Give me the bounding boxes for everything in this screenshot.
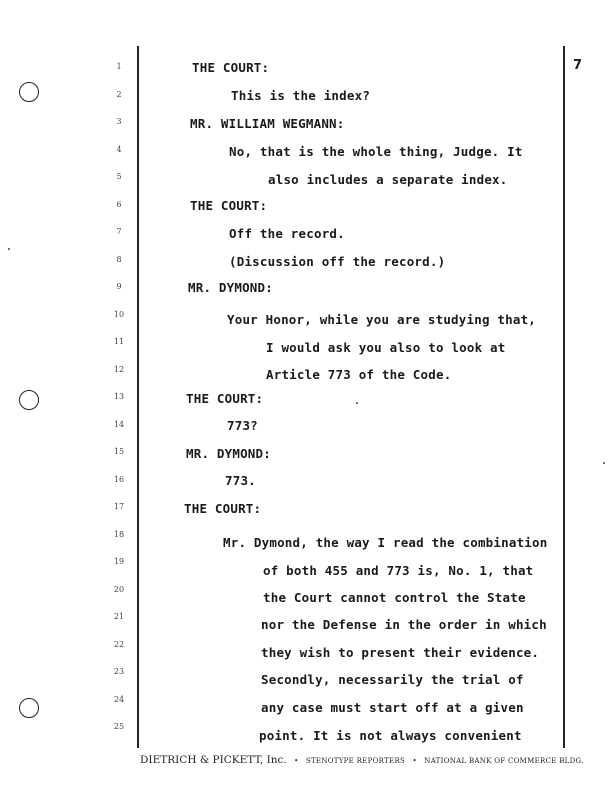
transcript-line: 773. (225, 473, 256, 488)
line-number: 16 (113, 475, 125, 484)
scan-speck (8, 248, 10, 250)
line-number: 9 (116, 282, 122, 291)
speaker-line: MR. DYMOND: (186, 446, 271, 461)
line-number: 21 (113, 612, 125, 621)
reporter-footer (140, 754, 584, 766)
line-number: 8 (116, 255, 122, 264)
binder-hole-top (19, 82, 39, 102)
footer-bullet: • (412, 757, 417, 765)
transcript-line: No, that is the whole thing, Judge. It (229, 144, 523, 159)
right-margin-rule (563, 46, 565, 748)
line-number: 20 (113, 585, 125, 594)
scan-speck (356, 402, 358, 404)
transcript-line: Off the record. (229, 226, 345, 241)
speaker-line: THE COURT: (186, 391, 264, 406)
transcript-line: the Court cannot control the State (263, 590, 526, 605)
transcript-line: Your Honor, while you are studying that, (227, 312, 537, 327)
transcript-line: Mr. Dymond, the way I read the combination (223, 535, 548, 550)
line-number: 1 (116, 62, 122, 71)
footer-location: NATIONAL BANK OF COMMERCE BLDG. (424, 757, 584, 765)
transcript-line: Secondly, necessarily the trial of (261, 672, 524, 687)
transcript-line: they wish to present their evidence. (261, 645, 540, 660)
line-number: 14 (113, 420, 125, 429)
speaker-line: THE COURT: (184, 501, 262, 516)
line-number: 13 (113, 392, 125, 401)
transcript-line: 773? (227, 418, 258, 433)
footer-service: STENOTYPE REPORTERS (305, 757, 406, 765)
speaker-line: THE COURT: (192, 60, 270, 75)
line-number: 3 (116, 117, 122, 126)
line-number: 22 (113, 640, 125, 649)
line-number: 10 (113, 310, 125, 319)
line-number: 19 (113, 557, 125, 566)
footer-bullet: • (294, 757, 299, 765)
transcript-line: any case must start off at a given (261, 700, 524, 715)
line-number: 5 (116, 172, 122, 181)
transcript-line: This is the index? (231, 88, 371, 103)
line-number: 6 (116, 200, 122, 209)
speaker-line: MR. DYMOND: (188, 280, 273, 295)
speaker-line: THE COURT: (190, 198, 268, 213)
footer-firm: DIETRICH & PICKETT, Inc. (140, 754, 287, 766)
line-number: 25 (113, 722, 125, 731)
left-margin-rule (137, 46, 139, 748)
line-number: 4 (116, 145, 122, 154)
transcript-line: of both 455 and 773 is, No. 1, that (263, 563, 534, 578)
line-number: 23 (113, 667, 125, 676)
line-number: 17 (113, 502, 125, 511)
speaker-line: MR. WILLIAM WEGMANN: (190, 116, 345, 131)
binder-hole-middle (19, 390, 39, 410)
line-number: 15 (113, 447, 125, 456)
scan-speck (603, 462, 605, 464)
line-number: 7 (116, 227, 122, 236)
transcript-line: Article 773 of the Code. (266, 367, 452, 382)
line-number: 2 (116, 90, 122, 99)
line-number: 18 (113, 530, 125, 539)
transcript-line: also includes a separate index. (268, 172, 508, 187)
transcript-line: (Discussion off the record.) (229, 254, 446, 269)
binder-hole-bottom (19, 698, 39, 718)
line-number: 12 (113, 365, 125, 374)
line-number: 11 (113, 337, 125, 346)
page-number: 7 (573, 58, 583, 73)
line-number: 24 (113, 695, 125, 704)
transcript-line: point. It is not always convenient (259, 728, 522, 743)
transcript-line: nor the Defense in the order in which (261, 617, 547, 632)
transcript-line: I would ask you also to look at (266, 340, 506, 355)
